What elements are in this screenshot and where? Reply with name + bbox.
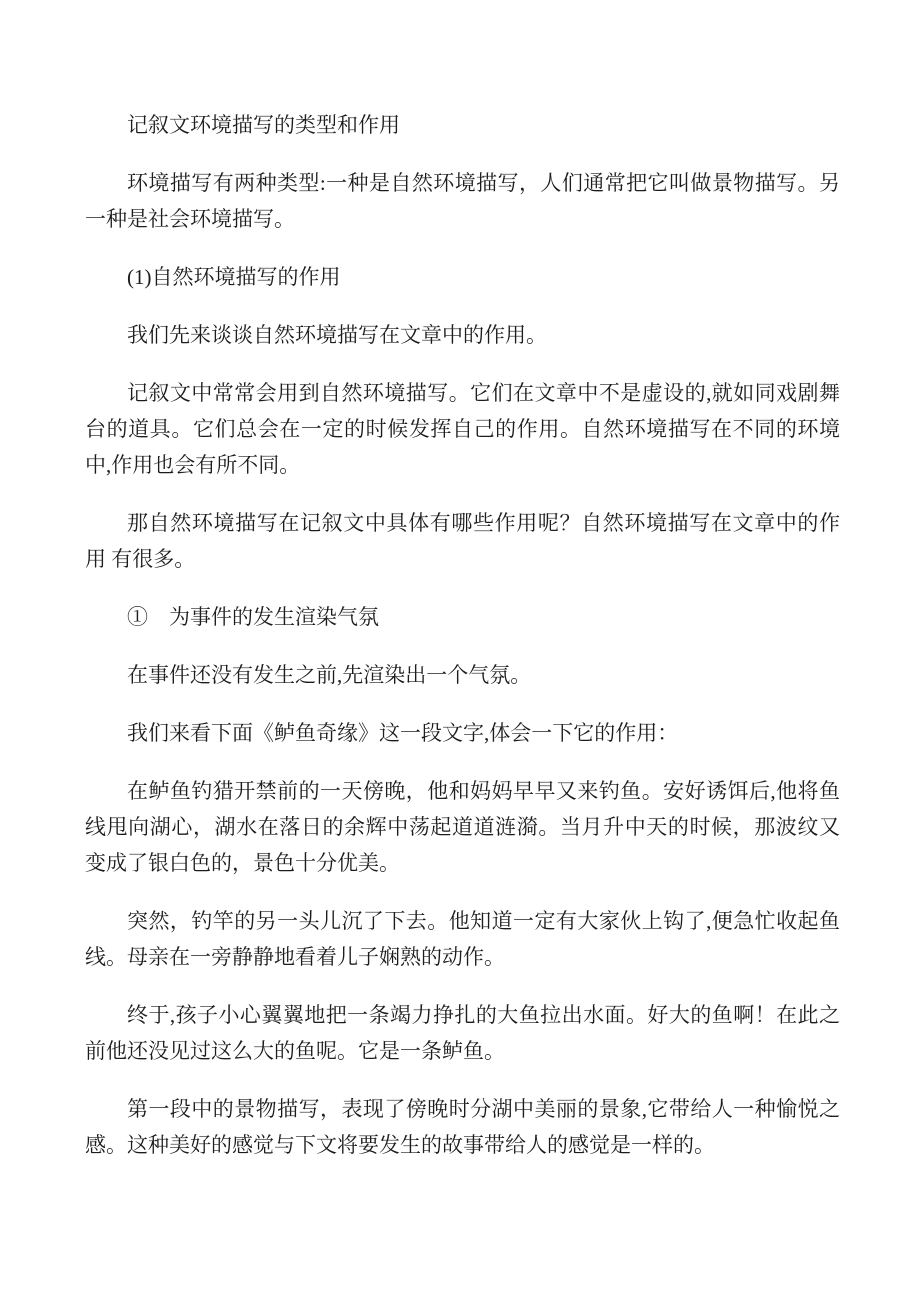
paragraph-example-intro: 我们来看下面《鲈鱼奇缘》这一段文字,体会一下它的作用：	[127, 721, 679, 745]
paragraph-story-1: 在鲈鱼钓猎开禁前的一天傍晚，他和妈妈早早又来钓鱼。安好诱饵后,他将鱼线甩向湖心，湖水在落日的余辉中荡起道道涟漪。当月升中天的时候，那波纹又变成了银白色的，景色十分优美。	[85, 779, 840, 875]
paragraph-lead-in: 我们先来谈谈自然环境描写在文章中的作用。	[127, 323, 547, 347]
paragraph-section-heading: (1)自然环境描写的作用	[127, 265, 341, 289]
paragraph-point-1-heading: ① 为事件的发生渲染气氛	[127, 605, 379, 629]
paragraph-question: 那自然环境描写在记叙文中具体有哪些作用呢？自然环境描写在文章中的作用 有很多。	[85, 511, 840, 571]
paragraph-explanation: 记叙文中常常会用到自然环境描写。它们在文章中不是虚设的,就如同戏剧舞台的道具。它们总会在一定的时候发挥自己的作用。自然环境描写在不同的环境中,作用也会有所不同。	[85, 381, 840, 477]
paragraph-story-2: 突然，钓竿的另一头儿沉了下去。他知道一定有大家伙上钩了,便急忙收起鱼线。母亲在一旁静静地看着儿子娴熟的动作。	[85, 909, 840, 969]
paragraph-intro-types: 环境描写有两种类型:一种是自然环境描写，人们通常把它叫做景物描写。另一种是社会环境描写。	[85, 171, 840, 231]
paragraph-story-3: 终于,孩子小心翼翼地把一条竭力挣扎的大鱼拉出水面。好大的鱼啊！在此之前他还没见过这么大的鱼呢。它是一条鲈鱼。	[85, 1003, 840, 1063]
document-title: 记叙文环境描写的类型和作用	[127, 113, 400, 137]
paragraph-point-1-note: 在事件还没有发生之前,先渲染出一个气氛。	[127, 663, 532, 687]
paragraph-analysis: 第一段中的景物描写，表现了傍晚时分湖中美丽的景象,它带给人一种愉悦之感。这种美好的感觉与下文将要发生的故事带给人的感觉是一样的。	[85, 1097, 840, 1157]
